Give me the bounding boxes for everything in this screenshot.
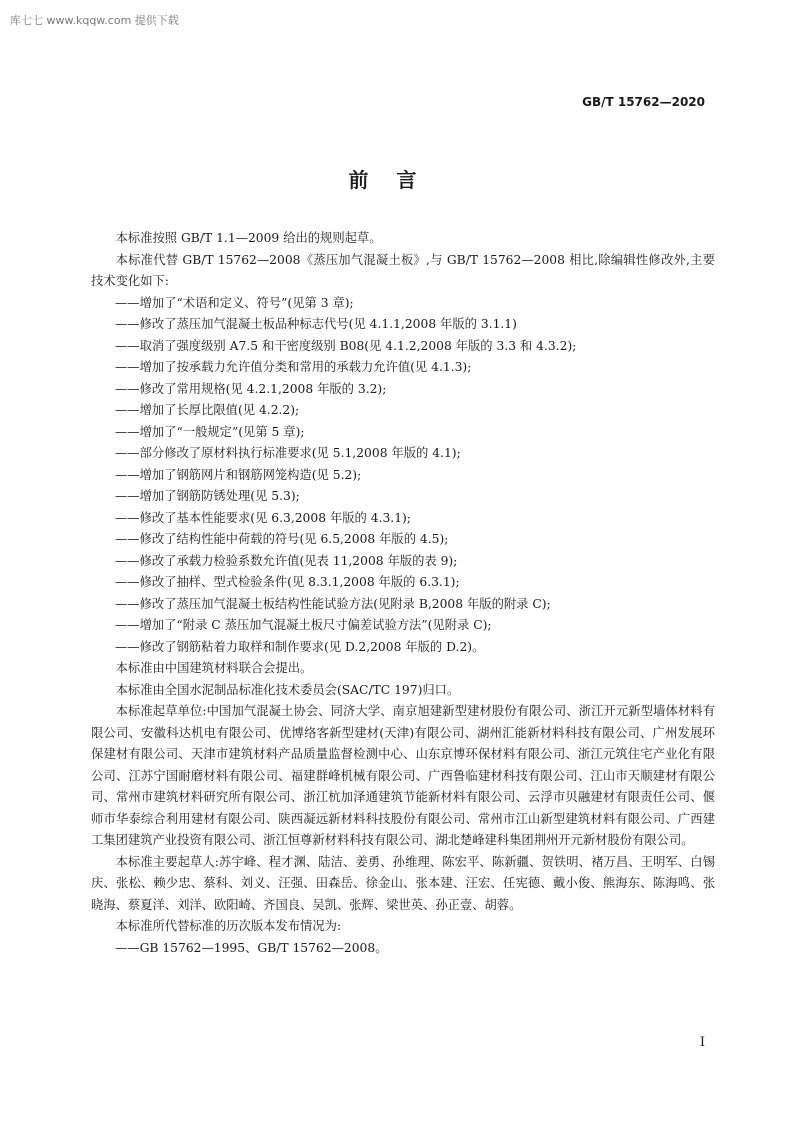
list-item: ——修改了基本性能要求(见 6.3,2008 年版的 4.3.1); (115, 510, 411, 525)
page-number: I (699, 1035, 705, 1050)
paragraph-proposed-by: 本标准由中国建筑材料联合会提出。 (115, 661, 313, 675)
list-item: ——部分修改了原材料执行标准要求(见 5.1,2008 年版的 4.1); (115, 446, 461, 460)
foreword-body (91, 228, 715, 959)
list-item: ——修改了承载力检验系数允许值(见表 11,2008 年版的表 9); (115, 553, 458, 568)
paragraph-replacement: 本标准代替 GB/T 15762—2008《蒸压加气混凝土板》,与 GB/T 15762—2008 相比,除编辑性修改外,主要技术变化如下: (91, 252, 715, 288)
list-item: ——修改了钢筋粘着力取样和制作要求(见 D.2,2008 年版的 D.2)。 (115, 639, 485, 654)
paragraph-drafting-units: 本标准起草单位:中国加气混凝土协会、同济大学、南京旭建新型建材股份有限公司、浙江开元新型墙体材料有限公司、安徽科达机电有限公司、优博络客新型建材(天津)有限公司、湖州汇能新材料科技有限公司、广州发展环保建材有限公司、天津市建筑材料产品质量监督检测中心、山东京博环保材料有限公司、浙江元筑住宅产业化有限公司、江苏宁国耐磨材料有限公司、福建群峰机械有限公司、广西鲁临建材科技有限公司、江山市天顺建材有限公司、常州市建筑材料研究所有限公司、浙江杭加泽通建筑节能新材料有限公司、云浮市贝融建材有限责任公司、偃师市华泰综合利用建材有限公司、陕西凝远新材料科技股份有限公司、常州市江山新型建筑材料有限公司、广西建工集团建筑产业投资有限公司、浙江恒尊新材料科技有限公司、湖北楚峰建科集团荆州开元新材股份有限公司。 (91, 704, 715, 847)
paragraph-drafting-rules: 本标准按照 GB/T 1.1—2009 给出的规则起草。 (115, 231, 382, 245)
standard-code: GB/T 15762—2020 (582, 95, 705, 109)
list-item: ——修改了结构性能中荷载的符号(见 6.5,2008 年版的 4.5); (115, 532, 449, 546)
list-item: ——增加了钢筋防锈处理(见 5.3); (115, 489, 300, 503)
list-item: ——修改了常用规格(见 4.2.1,2008 年版的 3.2); (115, 381, 387, 396)
list-item: ——增加了长厚比限值(见 4.2.2); (115, 403, 300, 417)
list-item: ——增加了“术语和定义、符号”(见第 3 章); (115, 295, 354, 310)
list-item: ——增加了钢筋网片和钢筋网笼构造(见 5.2); (115, 467, 362, 482)
list-item: ——增加了“附录 C 蒸压加气混凝土板尺寸偏差试验方法”(见附录 C); (115, 618, 492, 632)
list-item: ——修改了蒸压加气混凝土板结构性能试验方法(见附录 B,2008 年版的附录 C); (115, 596, 551, 611)
history-item: ——GB 15762—1995、GB/T 15762—2008。 (115, 940, 388, 955)
list-item: ——增加了按承载力允许值分类和常用的承载力允许值(见 4.1.3); (115, 360, 472, 374)
paragraph-drafters: 本标准主要起草人:苏宇峰、程才渊、陆洁、姜勇、孙维理、陈宏平、陈新疆、贺铁明、褚万昌、王明军、白锡庆、张松、赖少忠、蔡科、刘义、汪强、田森岳、徐金山、张本建、汪宏、任宪德、戴小俊、熊海东、陈海鸣、张晓海、蔡夏洋、刘洋、欧阳崎、齐国良、吴凯、张辉、梁世英、孙正壹、胡蓉。 (91, 854, 715, 912)
list-item: ——修改了蒸压加气混凝土板品种标志代号(见 4.1.1,2008 年版的 3.1.1) (115, 317, 517, 331)
list-item: ——增加了“一般规定”(见第 5 章); (115, 424, 305, 439)
changes-list (91, 293, 715, 659)
watermark-text: 库七七 www.kqqw.com 提供下载 (10, 14, 179, 27)
list-item: ——修改了抽样、型式检验条件(见 8.3.1,2008 年版的 6.3.1); (115, 575, 460, 589)
paragraph-centralized-by: 本标准由全国水泥制品标准化技术委员会(SAC/TC 197)归口。 (115, 682, 460, 697)
list-item: ——取消了强度级别 A7.5 和干密度级别 B08(见 4.1.2,2008 年版的 3.3 和 4.3.2); (115, 338, 577, 353)
paragraph-history-intro: 本标准所代替标准的历次版本发布情况为: (115, 919, 342, 933)
page-title: 前言 (348, 168, 445, 192)
